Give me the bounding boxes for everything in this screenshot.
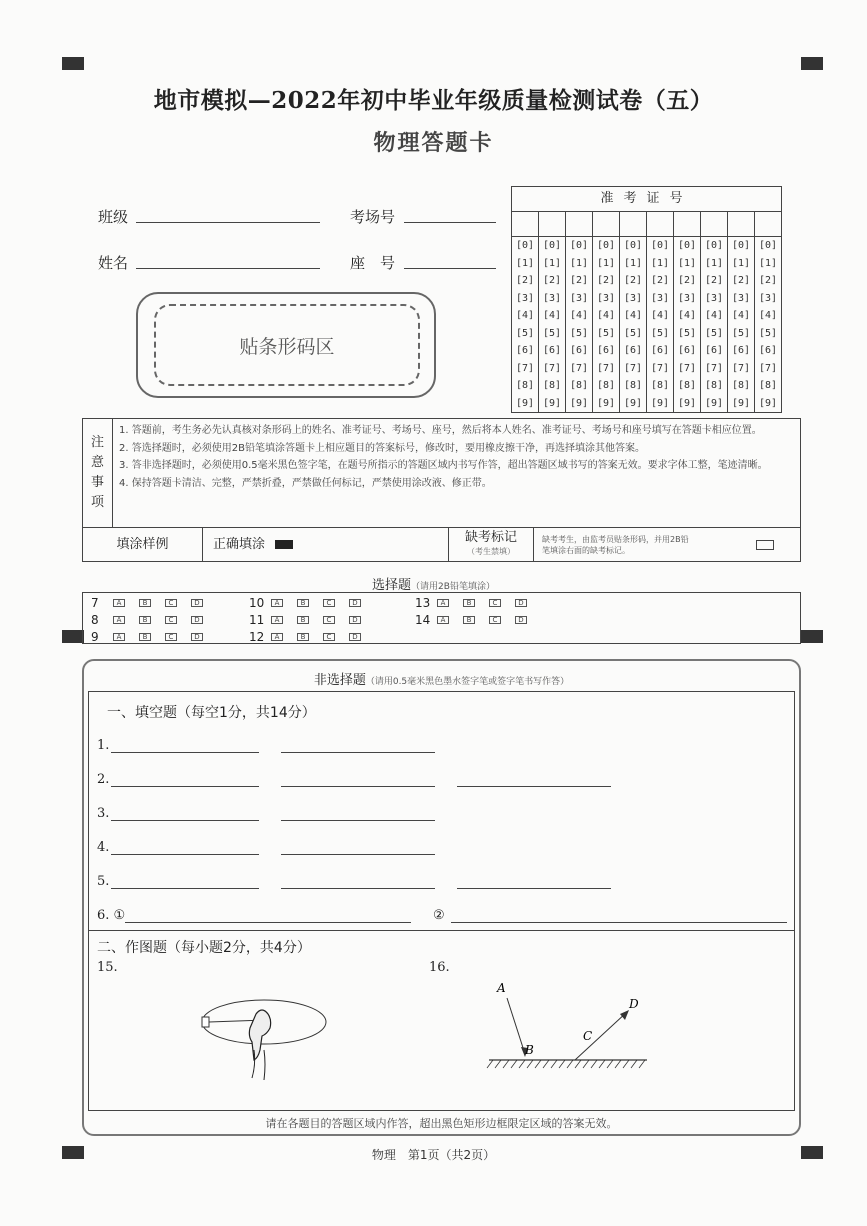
digit-bubble[interactable]: [5]: [623, 327, 643, 339]
mc-option-bubble[interactable]: A: [271, 599, 283, 607]
mc-question-number: 9: [91, 630, 99, 644]
notice-item: 1. 答题前，考生务必先认真核对条形码上的姓名、准考证号、考场号、座号，然后将本人姓名、准考证号、考场号和座号填写在答题卡相应位置。: [119, 425, 762, 436]
mc-option-bubble[interactable]: D: [515, 599, 527, 607]
digit-bubble[interactable]: [0]: [758, 240, 778, 251]
admission-digit-write-box[interactable]: [566, 212, 592, 237]
digit-bubble[interactable]: [3]: [569, 292, 589, 304]
fill-row-circle-two: ②: [433, 908, 445, 923]
digit-bubble[interactable]: [5]: [677, 327, 697, 339]
digit-bubble[interactable]: [0]: [704, 240, 724, 251]
mc-question-number: 7: [91, 596, 99, 610]
mc-question-number: 8: [91, 613, 99, 627]
non-choice-box: [82, 659, 801, 1136]
registration-mark-top-left: [62, 57, 84, 70]
digit-bubble[interactable]: [9]: [758, 397, 778, 409]
digit-bubble[interactable]: [1]: [650, 257, 670, 269]
mirror-hatch: [631, 1060, 637, 1068]
fill-row-number: 3.: [97, 806, 110, 821]
point-a-label: A: [497, 981, 506, 995]
digit-bubble[interactable]: [3]: [731, 292, 751, 304]
mc-option-bubble[interactable]: B: [297, 633, 309, 641]
digit-bubble[interactable]: [5]: [758, 327, 778, 339]
admission-digit-column: [674, 212, 701, 412]
digit-bubble[interactable]: [1]: [569, 257, 589, 269]
barcode-placeholder: [154, 304, 420, 386]
mc-option-bubble[interactable]: A: [113, 599, 125, 607]
admission-digit-column: [728, 212, 755, 412]
notice-item: 3. 答非选择题时，必须使用0.5毫米黑色签字笔，在题号所指示的答题区域内书写作答，超出答题区域书写的答案无效。要求字体工整，笔迹清晰。: [119, 460, 768, 471]
name-label: 姓名: [98, 254, 129, 272]
multiple-choice-box: [82, 592, 801, 644]
digit-bubble[interactable]: [1]: [596, 257, 616, 269]
digit-bubble[interactable]: [5]: [704, 327, 724, 339]
digit-bubble[interactable]: [1]: [515, 257, 535, 269]
digit-bubble[interactable]: [9]: [623, 397, 643, 409]
absent-mark-box[interactable]: [756, 540, 774, 550]
notice-side-char: 注: [90, 435, 104, 450]
admission-digit-column: [593, 212, 620, 412]
mc-option-bubble[interactable]: A: [271, 616, 283, 624]
drawing-q15-number: 15.: [97, 960, 118, 975]
digit-bubble[interactable]: [0]: [623, 240, 643, 251]
digit-bubble[interactable]: [0]: [515, 240, 535, 251]
notice-items: [119, 422, 799, 492]
digit-bubble[interactable]: [9]: [704, 397, 724, 409]
mc-option-bubble[interactable]: B: [139, 633, 151, 641]
digit-bubble[interactable]: [3]: [758, 292, 778, 304]
mirror-hatch: [607, 1060, 613, 1068]
name-field[interactable]: [136, 268, 320, 269]
point-c-label: C: [583, 1029, 593, 1043]
digit-bubble[interactable]: [4]: [596, 310, 616, 321]
digit-bubble[interactable]: [2]: [731, 275, 751, 286]
digit-bubble[interactable]: [3]: [704, 292, 724, 304]
registration-mark-middle-left: [62, 630, 84, 643]
mirror-hatch: [583, 1060, 589, 1068]
answer-blank[interactable]: [111, 888, 259, 889]
admission-digit-write-box[interactable]: [728, 212, 754, 237]
point-b-label: B: [525, 1043, 534, 1057]
fill-row-number: 2.: [97, 772, 110, 787]
digit-bubble[interactable]: [7]: [569, 362, 589, 374]
mc-option-bubble[interactable]: B: [139, 616, 151, 624]
digit-bubble[interactable]: [4]: [650, 310, 670, 321]
mc-option-bubble[interactable]: D: [191, 599, 203, 607]
mirror-hatch: [559, 1060, 565, 1068]
mc-option-bubble[interactable]: C: [165, 616, 177, 624]
mc-question-number: 14: [415, 613, 431, 627]
notice-side-char: 事: [90, 475, 104, 490]
digit-bubble[interactable]: [6]: [677, 345, 697, 356]
digit-bubble[interactable]: [0]: [650, 240, 670, 251]
digit-bubble[interactable]: [1]: [731, 257, 751, 269]
mc-option-bubble[interactable]: D: [349, 616, 361, 624]
digit-bubble[interactable]: [3]: [650, 292, 670, 304]
digit-bubble[interactable]: [2]: [677, 275, 697, 286]
digit-bubble[interactable]: [1]: [542, 257, 562, 269]
digit-bubble[interactable]: [9]: [650, 397, 670, 409]
digit-bubble[interactable]: [7]: [704, 362, 724, 374]
mirror-hatch: [575, 1060, 581, 1068]
mc-option-bubble[interactable]: A: [113, 633, 125, 641]
absent-note: 缺考考生，由监考员贴条形码，并用2B铅笔填涂右面的缺考标记。: [542, 535, 689, 555]
mc-option-bubble[interactable]: C: [165, 633, 177, 641]
digit-bubble[interactable]: [9]: [596, 397, 616, 409]
drawing-q16-number: 16.: [429, 960, 450, 975]
absent-note-cell: [534, 528, 800, 562]
exam-title: 地市模拟—2022年初中毕业年级质量检测试卷（五）: [153, 87, 714, 114]
mc-option-bubble[interactable]: B: [297, 599, 309, 607]
absent-label: 缺考标记: [464, 530, 517, 545]
mirror-hatch: [543, 1060, 549, 1068]
point-d-label: D: [629, 997, 639, 1011]
digit-bubble[interactable]: [0]: [542, 240, 562, 251]
notice-side-char: 项: [90, 495, 104, 510]
digit-bubble[interactable]: [7]: [623, 362, 643, 374]
class-field[interactable]: [136, 222, 320, 223]
admission-digit-write-box[interactable]: [755, 212, 781, 237]
mc-option-bubble[interactable]: D: [191, 633, 203, 641]
mc-option-bubble[interactable]: A: [271, 633, 283, 641]
notice-box: [82, 418, 801, 562]
notice-item: 4. 保持答题卡清洁、完整，严禁折叠，严禁做任何标记，严禁使用涂改液、修正带。: [119, 477, 492, 489]
mc-question-row: [91, 630, 217, 644]
admission-digit-write-box[interactable]: [647, 212, 673, 237]
answer-blank[interactable]: [451, 922, 787, 923]
digit-bubble[interactable]: [9]: [569, 397, 589, 409]
digit-bubble[interactable]: [7]: [731, 362, 751, 374]
digit-bubble[interactable]: [4]: [677, 310, 697, 321]
mc-option-bubble[interactable]: D: [191, 616, 203, 624]
admission-digit-column: [620, 212, 647, 412]
digit-bubble[interactable]: [3]: [623, 292, 643, 304]
mirror-hatch: [615, 1060, 621, 1068]
non-choice-title: [84, 669, 799, 688]
mc-question-row: [91, 613, 217, 627]
notice-item: 2. 答选择题时，必须使用2B铅笔填涂答题卡上相应题目的答案标号，修改时，要用橡皮擦干净，再选择填涂其他答案。: [119, 442, 645, 454]
ray-arrow: [620, 1010, 629, 1020]
digit-bubble[interactable]: [8]: [704, 380, 724, 391]
registration-mark-top-right: [801, 57, 823, 70]
absent-mark-cell: [449, 528, 534, 562]
digit-bubble[interactable]: [5]: [596, 327, 616, 339]
digit-bubble[interactable]: [6]: [758, 345, 778, 356]
drawing-title: 二、作图题（每小题2分，共4分）: [97, 940, 311, 956]
mirror-hatch: [511, 1060, 517, 1068]
digit-bubble[interactable]: [1]: [677, 257, 697, 269]
digit-bubble[interactable]: [4]: [623, 310, 643, 321]
digit-bubble[interactable]: [8]: [731, 380, 751, 391]
absent-sub: （考生禁填）: [467, 547, 515, 556]
mirror-hatch: [535, 1060, 541, 1068]
class-label: 班级: [98, 208, 129, 226]
admission-number-title: 准考证号: [512, 187, 781, 212]
digit-bubble[interactable]: [7]: [542, 362, 562, 374]
mirror-hatch: [623, 1060, 629, 1068]
mc-option-bubble[interactable]: B: [463, 599, 475, 607]
mc-option-bubble[interactable]: D: [349, 599, 361, 607]
mc-option-bubble[interactable]: A: [437, 616, 449, 624]
notice-side-char: 意: [90, 455, 104, 470]
digit-bubble[interactable]: [4]: [542, 310, 562, 321]
digit-bubble[interactable]: [1]: [623, 257, 643, 269]
mc-option-bubble[interactable]: C: [323, 633, 335, 641]
digit-bubble[interactable]: [7]: [650, 362, 670, 374]
mc-option-bubble[interactable]: C: [323, 599, 335, 607]
mc-question-number: 11: [249, 613, 265, 627]
mc-option-bubble[interactable]: D: [349, 633, 361, 641]
admission-number-grid: [511, 186, 782, 413]
digit-bubble[interactable]: [0]: [569, 240, 589, 251]
digit-bubble[interactable]: [2]: [758, 275, 778, 286]
mc-question-row: [249, 596, 375, 610]
digit-bubble[interactable]: [9]: [731, 397, 751, 409]
non-choice-title-text: 非选择题: [313, 673, 366, 688]
mc-option-bubble[interactable]: C: [489, 599, 501, 607]
answer-blank[interactable]: [111, 820, 259, 821]
notice-side-label: [83, 419, 113, 527]
seat-label: 座 号: [350, 254, 396, 272]
admission-digit-write-box[interactable]: [539, 212, 565, 237]
mc-question-row: [415, 596, 541, 610]
mirror-hatch: [519, 1060, 525, 1068]
admission-digit-column: [755, 212, 781, 412]
digit-bubble[interactable]: [3]: [677, 292, 697, 304]
admission-digit-write-box[interactable]: [674, 212, 700, 237]
digit-bubble[interactable]: [2]: [650, 275, 670, 286]
digit-bubble[interactable]: [3]: [542, 292, 562, 304]
digit-bubble[interactable]: [5]: [731, 327, 751, 339]
digit-bubble[interactable]: [2]: [542, 275, 562, 286]
mirror-hatch: [591, 1060, 597, 1068]
digit-bubble[interactable]: [9]: [542, 397, 562, 409]
fill-row-number: 4.: [97, 840, 110, 855]
answer-blank[interactable]: [125, 922, 411, 923]
answer-blank[interactable]: [281, 786, 435, 787]
non-choice-answer-area: [88, 691, 795, 1111]
mc-option-bubble[interactable]: C: [489, 616, 501, 624]
admission-digit-column: [647, 212, 674, 412]
digit-bubble[interactable]: [8]: [623, 380, 643, 391]
digit-bubble[interactable]: [6]: [623, 345, 643, 356]
answer-blank[interactable]: [281, 854, 435, 855]
digit-bubble[interactable]: [3]: [596, 292, 616, 304]
digit-bubble[interactable]: [7]: [596, 362, 616, 374]
swinging-object: [202, 1017, 209, 1027]
correct-fill-label: 正确填涂: [213, 537, 266, 552]
mc-option-bubble[interactable]: C: [323, 616, 335, 624]
admission-digit-write-box[interactable]: [620, 212, 646, 237]
multiple-choice-title-text: 选择题: [372, 578, 412, 593]
digit-bubble[interactable]: [7]: [515, 362, 535, 374]
mirror-hatch: [639, 1060, 645, 1068]
hand-icon: [249, 1010, 270, 1060]
answer-card-title: 物理答题卡: [373, 131, 494, 156]
mirror-hatch: [503, 1060, 509, 1068]
mc-question-number: 12: [249, 630, 265, 644]
admission-digit-write-box[interactable]: [593, 212, 619, 237]
answer-blank[interactable]: [111, 786, 259, 787]
digit-bubble[interactable]: [4]: [569, 310, 589, 321]
answer-blank[interactable]: [111, 752, 259, 753]
digit-bubble[interactable]: [6]: [731, 345, 751, 356]
admission-digit-write-box[interactable]: [701, 212, 727, 237]
barcode-area: [136, 292, 436, 398]
mirror-hatch: [527, 1060, 533, 1068]
mc-question-row: [91, 596, 217, 610]
mirror-hatch: [495, 1060, 501, 1068]
mirror-hatch: [551, 1060, 557, 1068]
digit-bubble[interactable]: [6]: [650, 345, 670, 356]
answer-blank[interactable]: [281, 820, 435, 821]
digit-bubble[interactable]: [0]: [731, 240, 751, 251]
digit-bubble[interactable]: [9]: [515, 397, 535, 409]
correct-fill-cell: [203, 528, 449, 562]
digit-bubble[interactable]: [4]: [515, 310, 535, 321]
digit-bubble[interactable]: [6]: [704, 345, 724, 356]
digit-bubble[interactable]: [1]: [704, 257, 724, 269]
admission-digit-column: [539, 212, 566, 412]
digit-bubble[interactable]: [5]: [650, 327, 670, 339]
digit-bubble[interactable]: [5]: [542, 327, 562, 339]
room-field[interactable]: [404, 222, 496, 223]
fill-row-number: 6. ①: [97, 908, 126, 923]
digit-bubble[interactable]: [2]: [515, 275, 535, 286]
digit-bubble[interactable]: [1]: [758, 257, 778, 269]
digit-bubble[interactable]: [8]: [515, 380, 535, 391]
mc-option-bubble[interactable]: C: [165, 599, 177, 607]
admission-digit-column: [701, 212, 728, 412]
digit-bubble[interactable]: [6]: [596, 345, 616, 356]
mc-option-bubble[interactable]: A: [437, 599, 449, 607]
mirror-hatch: [599, 1060, 605, 1068]
digit-bubble[interactable]: [4]: [731, 310, 751, 321]
digit-bubble[interactable]: [2]: [569, 275, 589, 286]
multiple-choice-title: [0, 574, 867, 593]
digit-bubble[interactable]: [8]: [542, 380, 562, 391]
digit-bubble[interactable]: [6]: [515, 345, 535, 356]
multiple-choice-note: （请用2B铅笔填涂）: [411, 582, 495, 592]
seat-field[interactable]: [404, 268, 496, 269]
page-footer: 物理 第1页（共2页）: [371, 1148, 496, 1162]
digit-bubble[interactable]: [0]: [596, 240, 616, 251]
answer-blank[interactable]: [457, 786, 611, 787]
answer-area-warning: 请在各题目的答题区域内作答，超出黑色矩形边框限定区域的答案无效。: [265, 1117, 618, 1130]
fill-example-row: [83, 527, 800, 561]
mc-question-number: 10: [249, 596, 265, 610]
q16-figure: [479, 978, 669, 1088]
digit-bubble[interactable]: [8]: [650, 380, 670, 391]
digit-bubble[interactable]: [4]: [758, 310, 778, 321]
digit-bubble[interactable]: [3]: [515, 292, 535, 304]
registration-mark-middle-right: [801, 630, 823, 643]
mc-option-bubble[interactable]: A: [113, 616, 125, 624]
answer-blank[interactable]: [281, 888, 435, 889]
answer-blank[interactable]: [111, 854, 259, 855]
mc-option-bubble[interactable]: B: [139, 599, 151, 607]
non-choice-note: （请用0.5毫米黑色墨水签字笔或签字笔书写作答）: [365, 677, 570, 687]
mc-question-row: [249, 630, 375, 644]
digit-bubble[interactable]: [2]: [623, 275, 643, 286]
digit-bubble[interactable]: [4]: [704, 310, 724, 321]
digit-bubble[interactable]: [6]: [542, 345, 562, 356]
mc-question-row: [249, 613, 375, 627]
answer-blank[interactable]: [281, 752, 435, 753]
fill-row-number: 1.: [97, 738, 110, 753]
mc-option-bubble[interactable]: B: [463, 616, 475, 624]
answer-blank[interactable]: [457, 888, 611, 889]
mc-option-bubble[interactable]: D: [515, 616, 527, 624]
digit-bubble[interactable]: [5]: [569, 327, 589, 339]
digit-bubble[interactable]: [8]: [569, 380, 589, 391]
digit-bubble[interactable]: [6]: [569, 345, 589, 356]
fill-example-label: 填涂样例: [83, 528, 203, 562]
admission-digit-column: [566, 212, 593, 412]
digit-bubble[interactable]: [0]: [677, 240, 697, 251]
mirror-hatch: [487, 1060, 493, 1068]
digit-bubble[interactable]: [8]: [758, 380, 778, 391]
incident-ray: [507, 998, 525, 1054]
digit-bubble[interactable]: [7]: [758, 362, 778, 374]
section-divider: [89, 930, 794, 931]
digit-bubble[interactable]: [9]: [677, 397, 697, 409]
digit-bubble[interactable]: [8]: [677, 380, 697, 391]
fill-blank-title: 一、填空题（每空1分，共14分）: [107, 705, 316, 721]
digit-bubble[interactable]: [8]: [596, 380, 616, 391]
mirror-hatch: [567, 1060, 573, 1068]
q15-figure: [194, 992, 334, 1087]
digit-bubble[interactable]: [2]: [596, 275, 616, 286]
admission-digit-write-box[interactable]: [512, 212, 538, 237]
room-label: 考场号: [350, 208, 396, 226]
barcode-label: 贴条形码区: [239, 335, 335, 358]
admission-digit-column: [512, 212, 539, 412]
mc-question-row: [415, 613, 541, 627]
filled-bubble-example: [275, 540, 293, 549]
digit-bubble[interactable]: [2]: [704, 275, 724, 286]
digit-bubble[interactable]: [7]: [677, 362, 697, 374]
mc-option-bubble[interactable]: B: [297, 616, 309, 624]
digit-bubble[interactable]: [5]: [515, 327, 535, 339]
fill-row-number: 5.: [97, 874, 110, 889]
mc-question-number: 13: [415, 596, 431, 610]
